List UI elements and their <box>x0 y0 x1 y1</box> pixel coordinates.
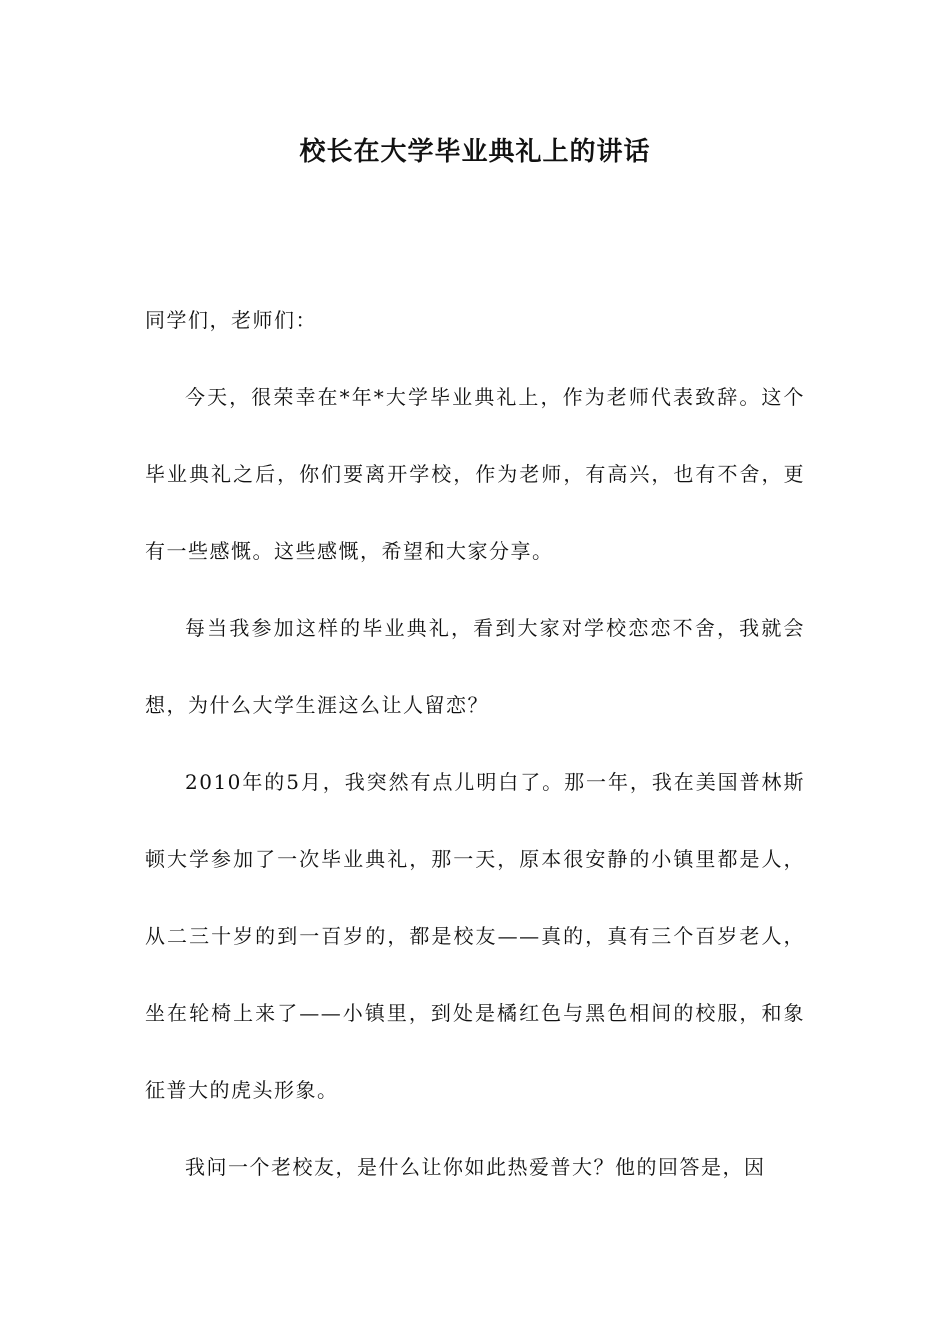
paragraph: 2010年的5月，我突然有点儿明白了。那一年，我在美国普林斯顿大学参加了一次毕业典礼，那一天，原本很安静的小镇里都是人，从二三十岁的到一百岁的，都是校友——真的，真有三个百岁老人，坐在轮椅上来了——小镇里，到处是橘红色与黑色相间的校服，和象征普大的虎头形象。 <box>145 770 805 1102</box>
salutation: 同学们，老师们： <box>145 308 317 332</box>
paragraph: 每当我参加这样的毕业典礼，看到大家对学校恋恋不舍，我就会想，为什么大学生涯这么让人留恋？ <box>145 616 805 717</box>
paragraph: 我问一个老校友，是什么让你如此热爱普大？他的回答是，因 <box>185 1155 766 1179</box>
paragraph: 今天，很荣幸在*年*大学毕业典礼上，作为老师代表致辞。这个毕业典礼之后，你们要离开学校，作为老师，有高兴，也有不舍，更有一些感慨。这些感慨，希望和大家分享。 <box>145 385 805 563</box>
document-title: 校长在大学毕业典礼上的讲话 <box>299 137 651 167</box>
document-body <box>145 282 805 1206</box>
